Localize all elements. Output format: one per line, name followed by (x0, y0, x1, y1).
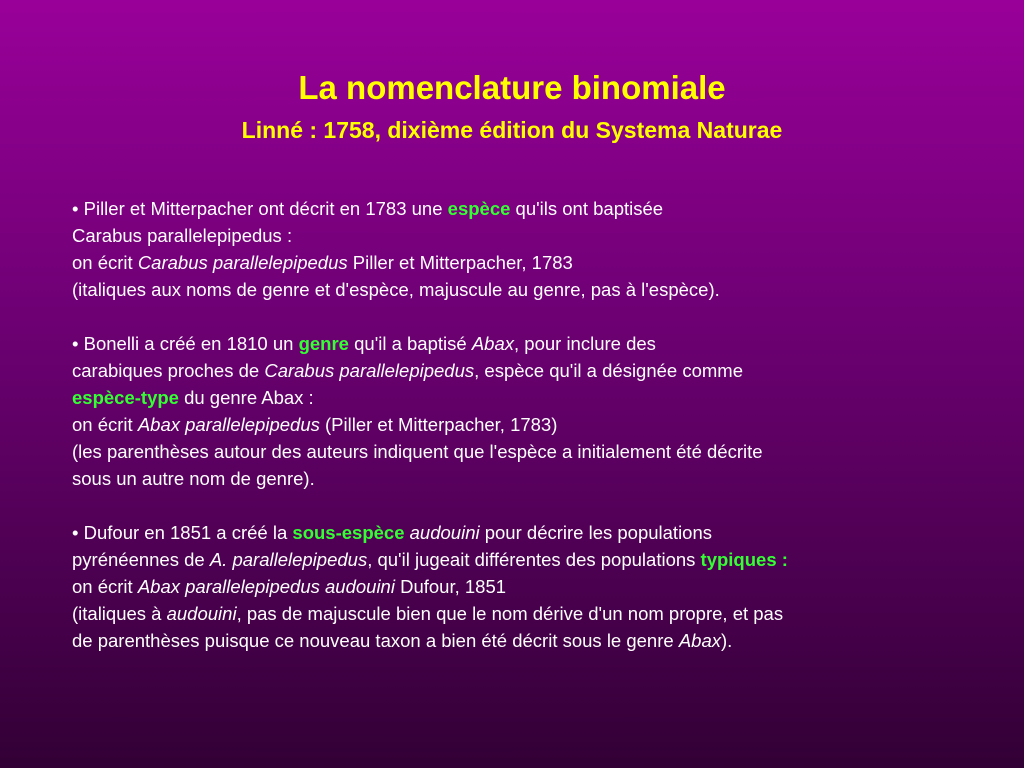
text-line (72, 330, 972, 357)
text-run: Dufour, 1851 (394, 576, 507, 597)
text-line (72, 519, 972, 546)
text-run: (Piller et Mitterpacher, 1783) (319, 414, 558, 435)
text-run: , pour inclure des (514, 333, 656, 354)
italic-taxon: Carabus parallelepipedus (264, 360, 475, 381)
keyword-term: espèce (447, 198, 511, 219)
text-run: • Bonelli a créé en 1810 un (72, 333, 299, 354)
text-line (72, 465, 972, 492)
text-line (72, 546, 972, 573)
text-run: (italiques à (72, 603, 167, 624)
text-run: qu'ils ont baptisée (510, 198, 664, 219)
text-line (72, 195, 972, 222)
keyword-term: genre (298, 333, 349, 354)
slide-subtitle: Linné : 1758, dixième édition du Systema Naturae (241, 117, 783, 143)
text-run: on écrit (72, 414, 138, 435)
italic-taxon: A. parallelepipedus (209, 549, 368, 570)
text-run: • Piller et Mitterpacher ont décrit en 1783 une (72, 198, 448, 219)
text-line (72, 600, 972, 627)
paragraph (72, 519, 972, 654)
text-run: , pas de majuscule bien que le nom dérive d'un nom propre, et pas (236, 603, 784, 624)
text-run: on écrit (72, 576, 138, 597)
paragraph (72, 195, 972, 303)
text-run: pour décrire les populations (479, 522, 713, 543)
text-line (72, 411, 972, 438)
text-run: sous un autre nom de genre). (72, 468, 315, 489)
italic-taxon: Abax (678, 630, 721, 651)
text-run: du genre Abax : (178, 387, 314, 408)
keyword-term: sous-espèce (292, 522, 405, 543)
text-run: carabiques proches de (72, 360, 265, 381)
text-run: , qu'il jugeait différentes des populations (367, 549, 701, 570)
text-line (72, 249, 972, 276)
italic-taxon: audouini (166, 603, 237, 624)
italic-taxon: audouini (409, 522, 480, 543)
text-line (72, 438, 972, 465)
text-run: , espèce qu'il a désignée comme (474, 360, 743, 381)
text-run: pyrénéennes de (72, 549, 210, 570)
italic-taxon: Abax parallelepipedus audouini (137, 576, 395, 597)
italic-taxon: Abax parallelepipedus (137, 414, 320, 435)
keyword-term: espèce-type (72, 387, 179, 408)
text-line (72, 627, 972, 654)
text-run: qu'il a baptisé (348, 333, 472, 354)
text-line (72, 276, 972, 303)
paragraph (72, 330, 972, 492)
text-run: Carabus parallelepipedus : (72, 225, 293, 246)
keyword-term: typiques : (700, 549, 788, 570)
text-run: • Dufour en 1851 a créé la (72, 522, 293, 543)
text-run: (italiques aux noms de genre et d'espèce, majuscule au genre, pas à l'espèce). (72, 279, 720, 300)
text-line (72, 573, 972, 600)
italic-taxon: Carabus parallelepipedus (137, 252, 348, 273)
slide-body (72, 195, 972, 654)
text-run: Piller et Mitterpacher, 1783 (347, 252, 573, 273)
text-line (72, 222, 972, 249)
text-run: ). (721, 630, 733, 651)
text-line (72, 384, 972, 411)
slide-title: La nomenclature binomiale (298, 69, 726, 106)
italic-taxon: Abax (471, 333, 514, 354)
text-line (72, 357, 972, 384)
text-run: de parenthèses puisque ce nouveau taxon a bien été décrit sous le genre (72, 630, 679, 651)
text-run: (les parenthèses autour des auteurs indiquent que l'espèce a initialement été décrite (72, 441, 763, 462)
text-run: on écrit (72, 252, 138, 273)
